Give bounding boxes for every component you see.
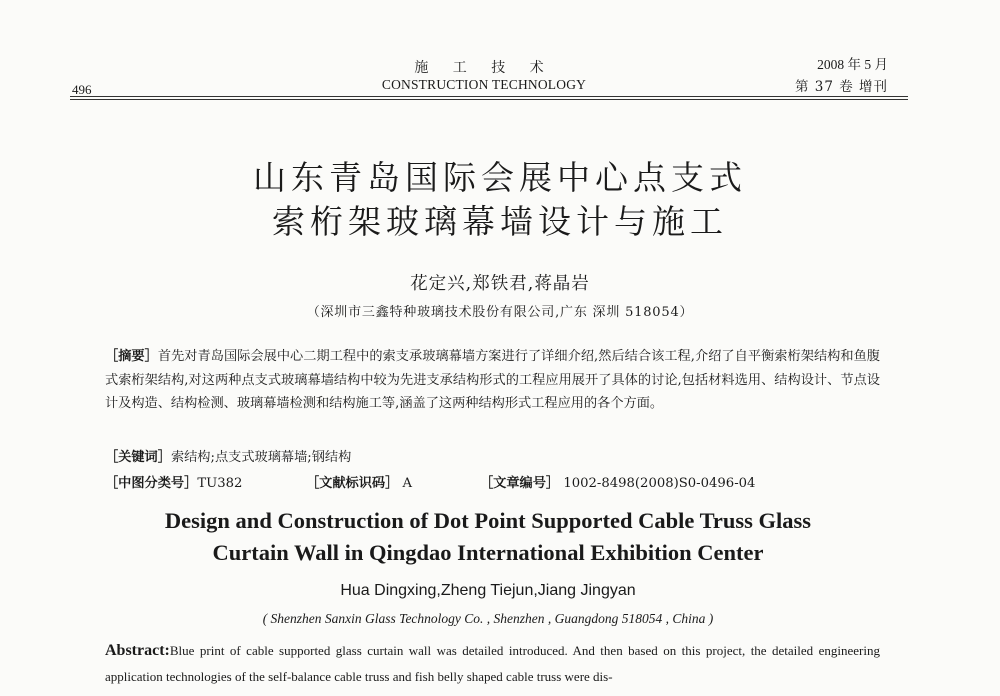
authors-en: Hua Dingxing,Zheng Tiejun,Jiang Jingyan — [340, 582, 636, 599]
abstract-cn-text: 首先对青岛国际会展中心二期工程中的索支承玻璃幕墙方案进行了详细介绍,然后结合该工程,介绍了自平衡索桁架结构和鱼腹式索桁架结构,对这两种点支式玻璃幕墙结构中较为先进支承结构形式的工程应用展开了具体的讨论,包括材料选用、结构设计、节点设计及构造、结构检测、玻璃幕墙检测和结构施工等,涵盖了这两种结构形式工程应用的各个方面。 — [105, 349, 880, 411]
header-rule-bottom — [70, 99, 908, 100]
title-en-line1: Design and Construction of Dot Point Supported Cable Truss Glass — [164, 508, 812, 533]
keywords-cn — [105, 446, 351, 465]
abstract-en-text: Blue print of cable supported glass curtain wall was detailed introduced. And then based on this project, the detailed engineering application technologies of the self-balance cable truss and fish belly shaped cable truss were dis- — [105, 643, 880, 684]
issue-volume: 第 37 卷 增刊 — [794, 79, 888, 95]
page-number: 496 — [72, 82, 92, 97]
authors-cn: 花定兴,郑铁君,蒋晶岩 — [410, 274, 590, 294]
clc-value: TU382 — [197, 476, 243, 491]
abstract-en-label: Abstract: — [105, 642, 170, 659]
affiliation-cn: （深圳市三鑫特种玻璃技术股份有限公司,广东 深圳 518054） — [306, 305, 694, 320]
article-number — [480, 472, 755, 491]
journal-name-en: CONSTRUCTION TECHNOLOGY — [381, 77, 587, 92]
journal-name-cn: 施 工 技 术 — [414, 60, 554, 76]
title-en-line2: Curtain Wall in Qingdao International Exhibition Center — [212, 540, 764, 565]
clc-label: ［中图分类号］ — [105, 476, 198, 491]
title-cn-line2: 索桁架玻璃幕墙设计与施工 — [272, 202, 728, 241]
article-value: 1002-8498(2008)S0-0496-04 — [563, 476, 756, 491]
abstract-cn — [105, 345, 880, 416]
header-rule-top — [70, 96, 908, 97]
doc-label: ［文献标识码］ — [306, 476, 399, 491]
keywords-label: ［关键词］ — [105, 450, 171, 465]
title-cn-line1: 山东青岛国际会展中心点支式 — [253, 158, 747, 197]
keywords-text: 索结构;点支式玻璃幕墙;钢结构 — [170, 450, 352, 465]
abstract-en — [105, 638, 880, 690]
article-label: ［文章编号］ — [480, 476, 560, 491]
affiliation-en: ( Shenzhen Sanxin Glass Technology Co. , Shenzhen , Guangdong 518054 , China ) — [262, 611, 714, 626]
document-code — [306, 472, 412, 491]
issue-date: 2008 年 5 月 — [817, 57, 888, 72]
clc-number — [105, 472, 242, 491]
doc-value: A — [402, 476, 413, 491]
abstract-cn-label: ［摘要］ — [105, 349, 158, 364]
